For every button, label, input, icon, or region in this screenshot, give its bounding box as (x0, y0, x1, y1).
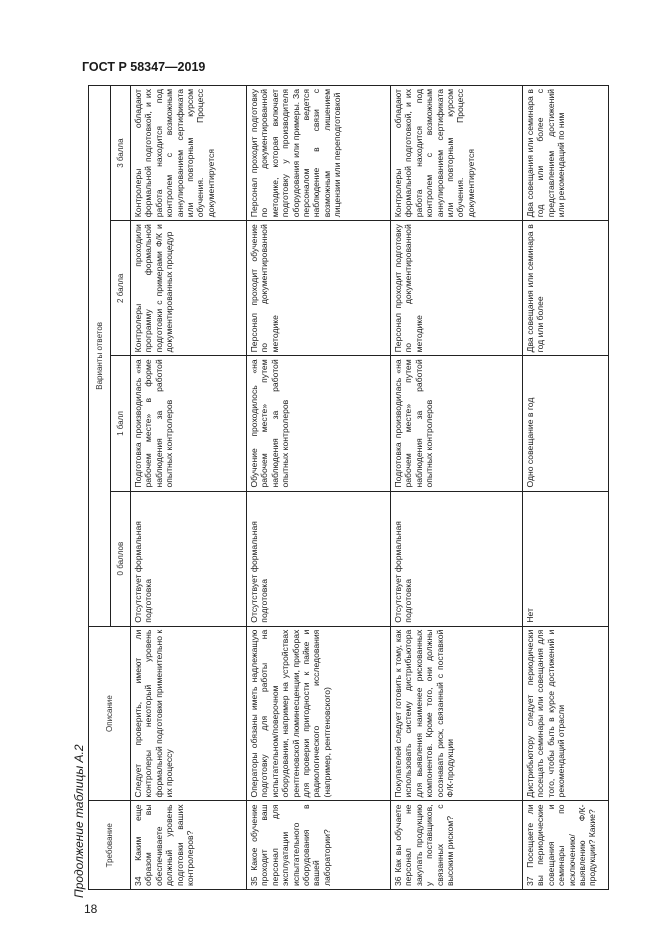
table-row (247, 86, 391, 890)
header-description: Описание (89, 626, 131, 801)
score-3-cell: Два совещания или семинара в год или более с представлением достижений или рекомендаций по ним (523, 86, 609, 221)
requirement-cell: 37 Посещаете ли вы периодические совещания и семинары по исключению/выявлению Ф/К-продукции? Какие? (523, 801, 609, 890)
score-0-cell: Нет (523, 491, 609, 626)
requirement-cell: 34 Каким еще образом вы обеспечиваете должный уровень подготовки ваших контролеров? (131, 801, 247, 890)
description-cell: Покупателей следует готовить к тому, как использовать систему дистрибьютора для выявления наименее рискованных компонентов. Кроме того, они должны осознавать риск, связанный с поставкой Ф/К-продукции (391, 626, 523, 801)
score-2-cell: Два совещания или семинара в год или более (523, 221, 609, 356)
table-row (523, 86, 609, 890)
document-code: ГОСТ Р 58347—2019 (82, 60, 206, 74)
header-score-3: 3 балла (111, 86, 131, 221)
score-0-cell: Отсутствует формальная подготовка (247, 491, 391, 626)
header-variants: Варианты ответов (89, 86, 111, 627)
score-3-cell: Контролеры обладают формальной подготовкой, и их работа находится под контролем с возможным аннулированием сертификата или повторным курсом обучения. Процесс документируется (391, 86, 523, 221)
page-number: 18 (84, 902, 98, 916)
evaluation-table (88, 85, 609, 890)
score-3-cell: Контролеры обладают формальной подготовкой, и их работа находится под контролем с возможным аннулированием сертификата или повторным курсом обучения. Процесс документируется (131, 86, 247, 221)
requirement-cell: 35 Какое обучение проходит ваш персонал для эксплуатации испытательного оборудования в вашей лаборатории? (247, 801, 391, 890)
score-2-cell: Персонал проходит подготовку по документированной методике (391, 221, 523, 356)
table-continuation-caption: Продолжение таблицы А.2 (72, 744, 86, 898)
header-requirement: Требование (89, 801, 131, 890)
description-cell: Дистрибьютору следует периодически посещать семинары или совещания для того, чтобы быть в курсе достижений и рекомендаций отрасли (523, 626, 609, 801)
description-cell: Следует проверить, имеют ли контролеры некоторый уровень формальной подготовки применительно к их процессу (131, 626, 247, 801)
score-0-cell: Отсутствует формальная подготовка (391, 491, 523, 626)
description-cell: Операторы обязаны иметь надлежащую подготовку для работы на испытательном/поверочном оборудовании, например на устройствах рентгеновской люминесценции, приборах для проверки пригодности к пайке и радиологического исследования (например, рентгеновского) (247, 626, 391, 801)
table-row (131, 86, 247, 890)
score-0-cell: Отсутствует формальная подготовка (131, 491, 247, 626)
header-score-2: 2 балла (111, 221, 131, 356)
score-1-cell: Обучение проходилось «на рабочем месте» путем наблюдения за работой опытных контролеров (247, 356, 391, 491)
score-1-cell: Подготовка производилась «на рабочем месте» путем наблюдения за работой опытных контролеров (391, 356, 523, 491)
score-1-cell: Подготовка производилась «на рабочем месте» в форме наблюдения за работой опытных контролеров (131, 356, 247, 491)
score-2-cell: Контролеры проходили программу формальной подготовки с примерами Ф/К и документированных процедур (131, 221, 247, 356)
requirement-cell: 36 Как вы обучаете персонал не закупать продукцию у поставщиков, связанных с высоким риском? (391, 801, 523, 890)
header-score-1: 1 балл (111, 356, 131, 491)
score-1-cell: Одно совещание в год (523, 356, 609, 491)
rotated-table-container (88, 85, 598, 890)
score-2-cell: Персонал проходит обучение по документированной методике (247, 221, 391, 356)
header-score-0: 0 баллов (111, 491, 131, 626)
score-3-cell: Персонал проходит подготовку по документированной методике, которая включает подготовку у производителя оборудования или примеры. За персоналом ведется наблюдение в связи с возможным лишением лицензии или переподготовкой (247, 86, 391, 221)
table-row (391, 86, 523, 890)
